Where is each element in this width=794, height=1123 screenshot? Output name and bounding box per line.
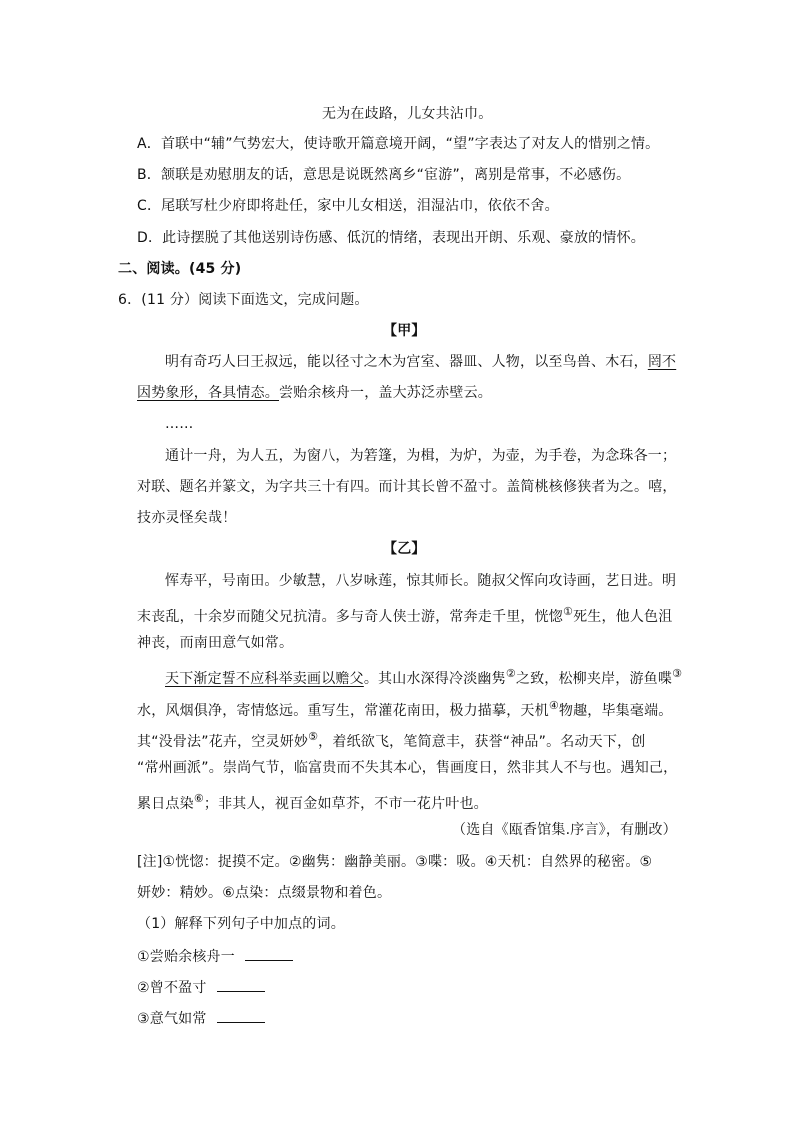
option-d[interactable]: D．此诗摆脱了其他送别诗伤感、低沉的情绪，表现出开朗、乐观、豪放的情怀。 (137, 230, 645, 246)
yi-p2-line1: 天下渐定誓不应科举卖画以赡父。其山水深得冷淡幽隽②之致，松柳夹岸，游鱼喋③ (165, 667, 683, 687)
yi-p1-line2: 末丧乱，十余岁而随父兄抗清。多与奇人侠士游，常奔走千里，恍惚①死生，他人色沮 (137, 605, 673, 625)
answer-blank-2[interactable] (217, 977, 265, 992)
note-marker-2: ② (505, 667, 516, 680)
option-b[interactable]: B．颔联是劝慰朋友的话，意思是说既然离乡“宦游”，离别是常事，不必感伤。 (137, 167, 631, 183)
answer-item-1: ①尝贻余核舟一 (137, 946, 293, 967)
subquestion-1-prompt: （1）解释下列句子中加点的词。 (137, 916, 345, 932)
answer-blank-3[interactable] (217, 1008, 265, 1023)
jia-p2-line2: 对联、题名并篆文，为字共三十有四。而计其长曾不盈寸。盖简桃核修狭者为之。嘻， (137, 479, 677, 495)
passage-jia-title: 【甲】 (383, 323, 426, 339)
yi-p2-line5: 累日点染⑥；非其人，视百金如草芥，不市一花片叶也。 (137, 792, 488, 812)
yi-p2-line2: 水，风烟俱净，寄情悠远。重写生，常灌花南田，极力描摹，天机④物趣，毕集毫端。 (137, 699, 673, 719)
question-6: 6．(11 分）阅读下面选文，完成问题。 (118, 292, 369, 308)
yi-p2-line3: 其“没骨法”花卉，空灵妍妙⑤，着纸欲飞，笔简意丰，获誉“神品”。名动天下，创 (137, 730, 646, 750)
note-marker-3: ③ (672, 667, 683, 680)
section-heading: 二、阅读。(45 分) (118, 261, 242, 277)
note-marker-5: ⑤ (308, 730, 319, 743)
yi-p2-line4: “常州画派”。崇尚气节，临富贵而不失其本心，售画度日，然非其人不与也。遇知己， (137, 760, 678, 776)
underlined-sentence-yi: 天下渐定誓不应科举卖画以赡父 (165, 671, 364, 687)
note-marker-6: ⑥ (193, 792, 204, 805)
jia-p1-line2: 因势象形，各具情态。尝贻余核舟一，盖大苏泛赤壁云。 (137, 385, 492, 401)
ellipsis: …… (165, 416, 194, 432)
answer-item-3: ③意气如常 (137, 1008, 265, 1029)
passage-yi-title: 【乙】 (383, 541, 426, 557)
underlined-sentence-part2: 因势象形，各具情态。 (137, 385, 279, 401)
note-marker-4: ④ (548, 699, 559, 712)
poem-line: 无为在歧路，儿女共沾巾。 (322, 106, 493, 122)
note-marker-1: ① (563, 605, 574, 618)
option-c[interactable]: C．尾联写杜少府即将赴任，家中儿女相送，泪湿沾巾，依依不舍。 (137, 198, 559, 214)
yi-p1-line1: 恽寿平，号南田。少敏慧，八岁咏莲，惊其师长。随叔父恽向攻诗画，艺日进。明 (165, 573, 677, 589)
answer-blank-1[interactable] (245, 946, 293, 961)
option-a[interactable]: A．首联中“辅”气势宏大，使诗歌开篇意境开阔，“望”字表达了对友人的惜别之情。 (137, 136, 660, 152)
source-citation: （选自《瓯香馆集.序言》，有删改） (452, 822, 677, 838)
yi-p1-line3: 神丧，而南田意气如常。 (137, 635, 294, 651)
jia-p2-line3: 技亦灵怪矣哉！ (137, 510, 237, 526)
notes-line2: 妍妙：精妙。⑥点染：点缀景物和着色。 (137, 885, 392, 901)
jia-p2-line1: 通计一舟，为人五，为窗八，为箬篷，为楫，为炉，为壶，为手卷，为念珠各一； (165, 448, 677, 464)
notes-line1: [注]①恍惚：捉摸不定。②幽隽：幽静美丽。③喋：吸。④天机：自然界的秘密。⑤ (137, 854, 653, 870)
jia-p1-line1: 明有奇巧人曰王叔远，能以径寸之木为宫室、器皿、人物，以至鸟兽、木石，罔不 (165, 354, 677, 370)
answer-item-2: ②曾不盈寸 (137, 977, 265, 998)
underlined-sentence-part1: 罔不 (647, 354, 677, 370)
